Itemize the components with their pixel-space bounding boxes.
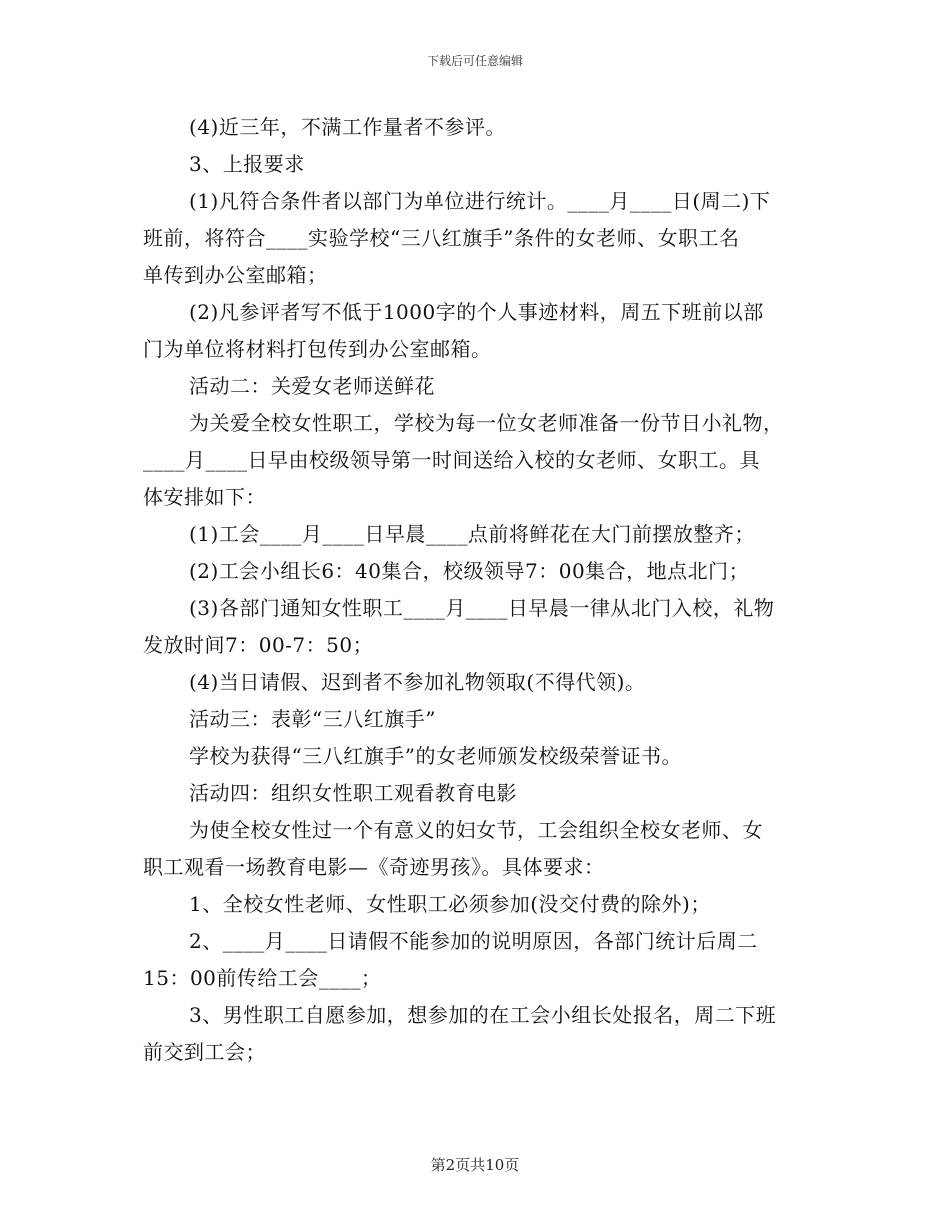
page-number-footer: 第2页共10页 [430, 1156, 520, 1174]
body-line: ____月____日早由校级领导第一时间送给入校的女老师、女职工。具 [143, 448, 760, 472]
body-line: (4)近三年，不满工作量者不参评。 [189, 115, 506, 139]
document-body [143, 109, 811, 1071]
section-heading: 3、上报要求 [189, 152, 305, 176]
body-line: (3)各部门通知女性职工____月____日早晨一律从北门入校，礼物 [189, 596, 775, 620]
body-line: 前交到工会； [143, 1040, 266, 1064]
body-line: (1)凡符合条件者以部门为单位进行统计。____月____日(周二)下 [189, 189, 771, 213]
body-line: 3、男性职工自愿参加，想参加的在工会小组长处报名，周二下班 [189, 1003, 777, 1027]
body-line: 单传到办公室邮箱； [143, 263, 328, 287]
body-line: 1、全校女性老师、女性职工必须参加(没交付费的除外)； [189, 892, 711, 916]
body-line: (2)凡参评者写不低于1000字的个人事迹材料，周五下班前以部 [189, 300, 764, 324]
page-header: 下载后可任意编辑 [426, 54, 523, 68]
body-line: (2)工会小组长6：40集合，校级领导7：00集合，地点北门； [189, 559, 750, 583]
body-line: 发放时间7：00-7：50； [143, 633, 374, 657]
body-line: 15：00前传给工会____； [143, 966, 382, 990]
body-line: 学校为获得“三八红旗手”的女老师颁发校级荣誉证书。 [189, 744, 682, 768]
body-line: 2、____月____日请假不能参加的说明原因，各部门统计后周二 [189, 929, 758, 953]
body-line: 职工观看一场教育电影—《奇迹男孩》。具体要求： [143, 855, 605, 879]
body-line: 为关爱全校女性职工，学校为每一位女老师准备一份节日小礼物， [189, 411, 784, 435]
body-line: 体安排如下： [143, 485, 266, 509]
body-line: 为使全校女性过一个有意义的妇女节，工会组织全校女老师、女 [189, 818, 763, 842]
body-line: 班前，将符合____实验学校“三八红旗手”条件的女老师、女职工名 [143, 226, 740, 250]
body-line: 门为单位将材料打包传到办公室邮箱。 [143, 337, 492, 361]
section-heading: 活动四：组织女性职工观看教育电影 [189, 781, 517, 805]
section-heading: 活动二：关爱女老师送鲜花 [189, 374, 435, 398]
section-heading: 活动三：表彰“三八红旗手” [189, 707, 436, 731]
body-line: (4)当日请假、迟到者不参加礼物领取(不得代领)。 [189, 670, 646, 694]
body-line: (1)工会____月____日早晨____点前将鲜花在大门前摆放整齐； [189, 522, 755, 546]
